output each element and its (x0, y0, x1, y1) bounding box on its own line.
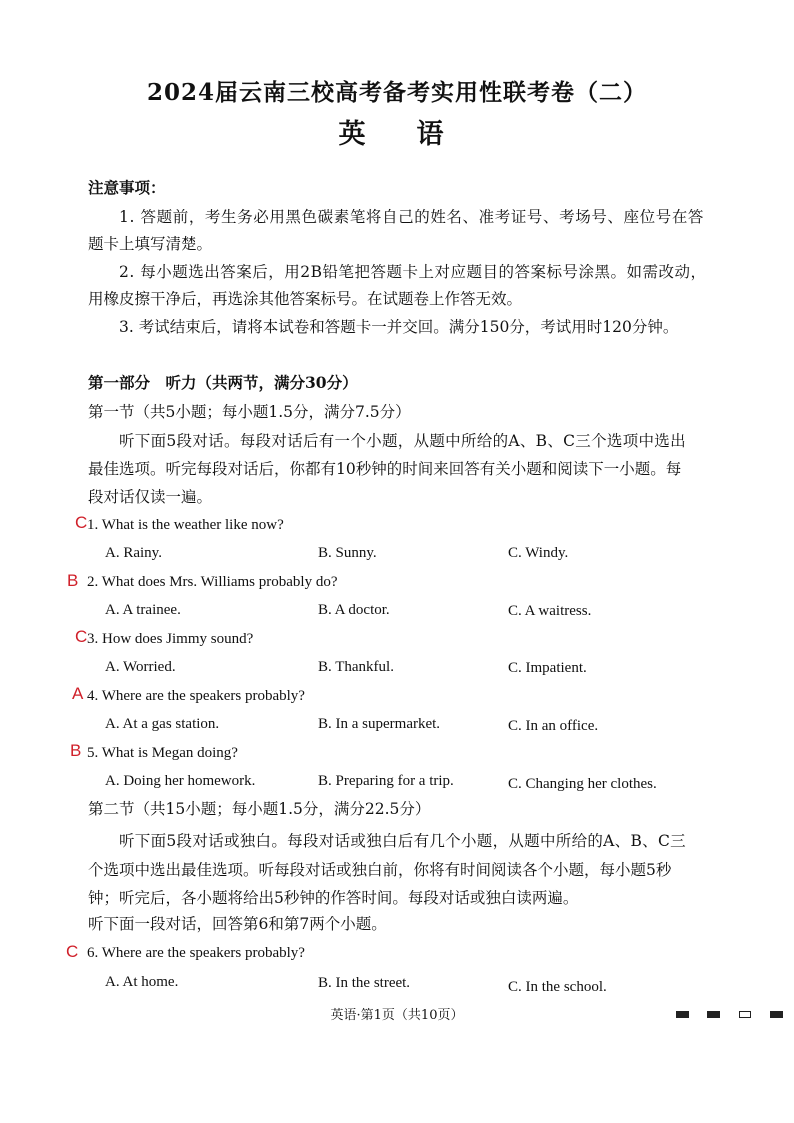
option-b: B. Sunny. (318, 545, 377, 561)
section2-instruction: 听下面5段对话或独白。每段对话或独白后有几个小题，从题中所给的A、B、C三 (119, 832, 686, 850)
section1-heading: 第一节（共5小题；每小题1.5分，满分7.5分） (88, 403, 411, 421)
registration-mark-icon (707, 1011, 720, 1018)
question-2: 2. What does Mrs. Williams probably do? (87, 574, 338, 590)
option-a: A. At home. (105, 974, 179, 990)
page-footer: 英语·第1页（共10页） (330, 1008, 464, 1023)
question-1: 1. What is the weather like now? (87, 517, 284, 533)
section1-instruction: 最佳选项。听完每段对话后，你都有10秒钟的时间来回答有关小题和阅读下一小题。每 (88, 460, 682, 478)
section1-instruction: 听下面5段对话。每段对话后有一个小题，从题中所给的A、B、C三个选项中选出 (119, 432, 686, 450)
option-a: A. A trainee. (105, 602, 181, 618)
option-b: B. A doctor. (318, 602, 390, 618)
option-c: C. Windy. (508, 545, 569, 561)
registration-mark-icon (676, 1011, 689, 1018)
answer-mark: C (75, 513, 88, 532)
answer-mark: A (72, 684, 84, 703)
answer-mark: B (70, 741, 82, 760)
answer-mark: C (66, 942, 79, 961)
option-c: C. Changing her clothes. (508, 776, 657, 792)
question-6: 6. Where are the speakers probably? (87, 945, 305, 961)
option-a: A. Doing her homework. (105, 773, 256, 789)
option-c: C. Impatient. (508, 660, 587, 676)
option-c: C. In the school. (508, 979, 607, 995)
option-b: B. In the street. (318, 975, 411, 991)
question-3: 3. How does Jimmy sound? (87, 631, 254, 647)
section1-instruction: 段对话仅读一遍。 (88, 488, 213, 506)
section2-instruction: 钟；听完后，各小题将给出5秒钟的作答时间。每段对话或独白读两遍。 (88, 889, 579, 907)
option-b: B. In a supermarket. (318, 716, 441, 732)
registration-mark-icon (739, 1011, 751, 1018)
option-a: A. Worried. (105, 659, 176, 675)
option-a: A. At a gas station. (105, 716, 220, 732)
section2-heading: 第二节（共15小题；每小题1.5分，满分22.5分） (88, 800, 431, 818)
option-c: C. In an office. (508, 718, 599, 734)
section2-sub-instruction: 听下面一段对话，回答第6和第7两个小题。 (88, 915, 387, 933)
question-5: 5. What is Megan doing? (87, 745, 238, 761)
notice-line: 3. 考试结束后，请将本试卷和答题卡一并交回。满分150分，考试用时120分钟。 (119, 318, 679, 336)
notice-line: 1. 答题前，考生务必用黑色碳素笔将自己的姓名、准考证号、考场号、座位号在答 (119, 208, 705, 226)
registration-mark-icon (770, 1011, 783, 1018)
section2-instruction: 个选项中选出最佳选项。听每段对话或独白前，你将有时间阅读各个小题，每小题5秒 (88, 861, 672, 879)
option-b: B. Preparing for a trip. (318, 773, 454, 789)
notice-line: 题卡上填写清楚。 (88, 235, 213, 253)
notice-heading: 注意事项： (88, 178, 166, 197)
option-a: A. Rainy. (105, 545, 162, 561)
option-c: C. A waitress. (508, 603, 592, 619)
option-b: B. Thankful. (318, 659, 394, 675)
part1-heading: 第一部分 听力（共两节，满分30分） (88, 373, 358, 392)
notice-line: 2. 每小题选出答案后，用2B铅笔把答题卡上对应题目的答案标号涂黑。如需改动， (119, 263, 707, 281)
exam-title: 2024届云南三校高考备考实用性联考卷（二） (146, 79, 647, 106)
subject-title: 英 语 (338, 119, 456, 150)
answer-mark: B (67, 571, 79, 590)
question-4: 4. Where are the speakers probably? (87, 688, 305, 704)
notice-line: 用橡皮擦干净后，再选涂其他答案标号。在试题卷上作答无效。 (88, 290, 523, 308)
answer-mark: C (75, 627, 88, 646)
